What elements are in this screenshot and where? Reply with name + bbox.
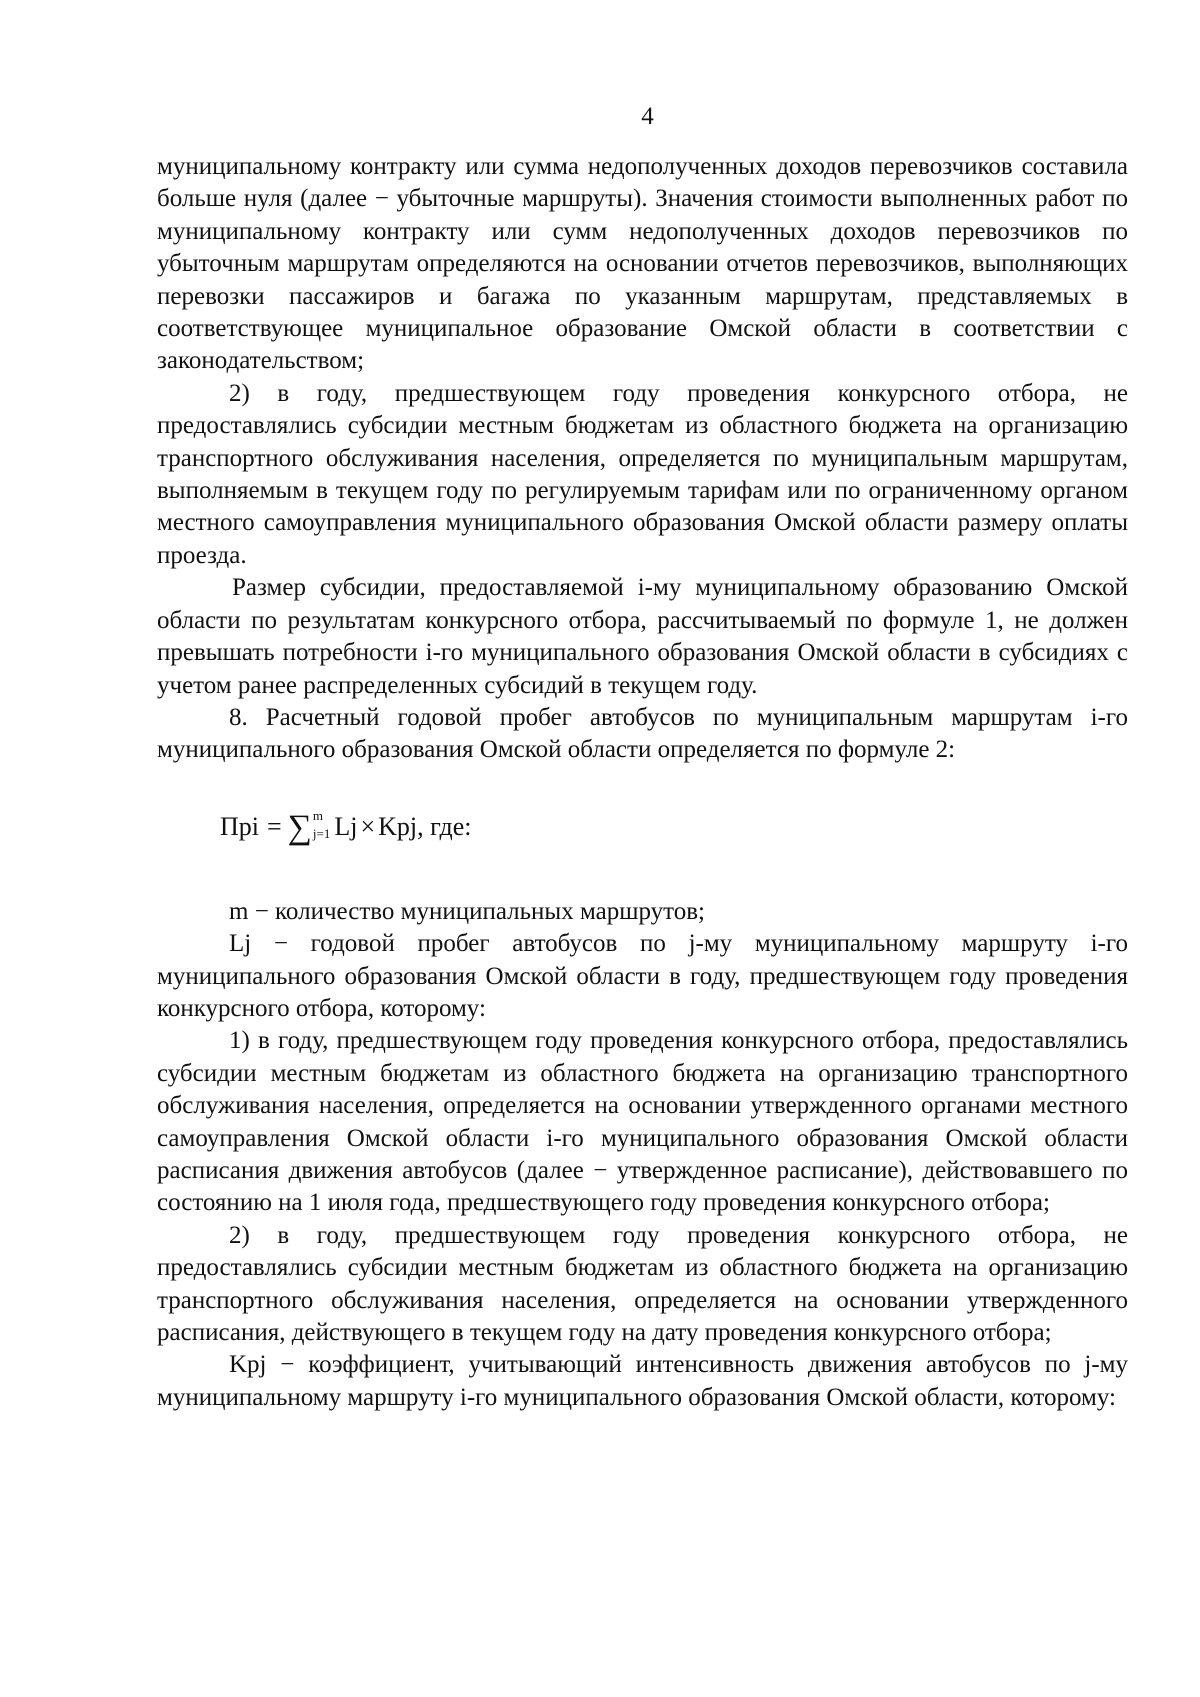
sum-limits	[313, 809, 330, 841]
formula-lhs: Пpi	[220, 811, 259, 841]
page-number: 4	[641, 103, 654, 130]
paragraph-subsidy-size: Размер субсидии, предоставляемой i-му муниципальному образованию Омской области по результатам конкурсного отбора, рассчитываемый по формуле 1, не должен превышать потребности i-го муниципального образования Омской области в субсидиях с учетом ранее распределенных субсидий в текущем году.	[157, 574, 1128, 699]
definition-lj: Lj − годовой пробег автобусов по j-му муниципальному маршруту i-го муниципального образования Омской области в году, предшествующем году проведения конкурсного отбора, которому:	[157, 930, 1128, 1022]
definition-kpj: Kpj − коэффициент, учитывающий интенсивность движения автобусов по j-му муниципальному маршруту i-го муниципального образования Омской области, которому:	[157, 1351, 1128, 1411]
formula-times: ×	[360, 811, 376, 841]
formula-term-lj: Lj	[334, 811, 358, 841]
paragraph-section-8: 8. Расчетный годовой пробег автобусов по муниципальным маршрутам i-го муниципального образования Омской области определяется по формуле 2:	[157, 703, 1128, 764]
paragraph-lj-item-2: 2) в году, предшествующем году проведения конкурсного отбора, не предоставлялись субсидии местным бюджетам из областного бюджета на организацию транспортного обслуживания населения, определяется на основании утвержденного расписания, действующего в текущем году на дату проведения конкурсного отбора;	[157, 1221, 1128, 1346]
definition-m: m − количество муниципальных маршрутов;	[229, 897, 705, 925]
paragraph-lj-item-1: 1) в году, предшествующем году проведения конкурсного отбора, предоставлялись субсидии местным бюджетам из областного бюджета на организацию транспортного обслуживания населения, определяется на основании утвержденного органами местного самоуправления Омской области i-го муниципального образования Омской области расписания движения автобусов (далее − утвержденное расписание), действовавшего по состоянию на 1 июля года, предшествующего году проведения конкурсного отбора;	[157, 1027, 1128, 1217]
sigma-symbol: ∑	[287, 808, 312, 846]
sum-upper-limit: m	[312, 807, 324, 823]
paragraph-continuation: муниципальному контракту или сумма недополученных доходов перевозчиков составила больше нуля (далее − убыточные маршруты). Значения стоимости выполненных работ по муниципальному контракту или сумм недополученных доходов перевозчиков по убыточным маршрутам определяются на основании отчетов перевозчиков, выполняющих перевозки пассажиров и багажа по указанным маршрутам, представляемых в соответствующее муниципальное образование Омской области в соответствии с законодательством;	[157, 153, 1128, 375]
formula-equals: =	[267, 811, 282, 841]
formula-sum	[287, 807, 331, 846]
formula-term-kpj: Kpj, где:	[378, 811, 472, 841]
formula-2	[220, 804, 1128, 850]
paragraph-item-2: 2) в году, предшествующем году проведения конкурсного отбора, не предоставлялись субсидии местным бюджетам из областного бюджета на организацию транспортного обслуживания населения, определяется по муниципальным маршрутам, выполняемым в текущем году по регулируемым тарифам или по ограниченному органом местного самоуправления муниципального образования Омской области размеру оплаты проезда.	[157, 379, 1128, 569]
sum-lower-limit: j=1	[312, 825, 331, 841]
